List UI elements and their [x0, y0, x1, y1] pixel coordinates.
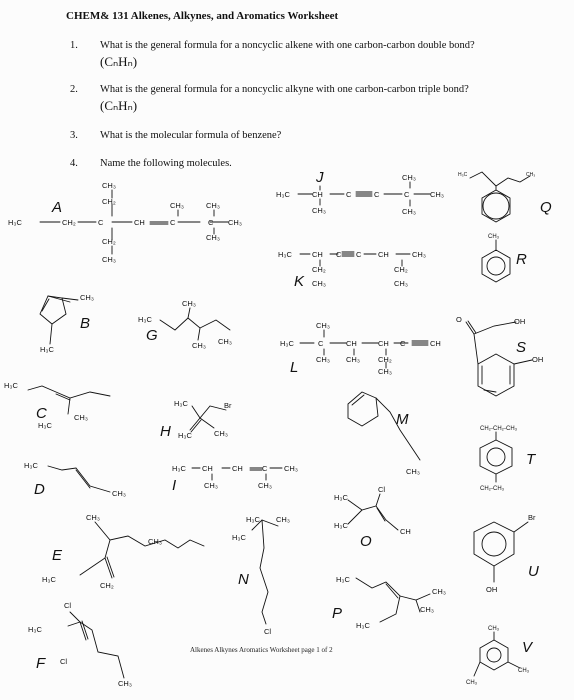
mol-b-ch3: CH₃: [80, 293, 94, 302]
mol-a-alkene-c: C: [170, 218, 176, 227]
mol-v-ch3-top: CH₃: [488, 626, 500, 632]
mol-e-ch3-top: CH₃: [86, 513, 100, 522]
mol-j-ch3-end: CH₃: [430, 190, 444, 199]
mol-s-o: O: [456, 315, 462, 324]
mol-g-ch3-bottom: CH₃: [192, 341, 206, 350]
mol-v-ch3-left: CH₃: [466, 680, 478, 686]
mol-f-cl-bottom: Cl: [60, 657, 68, 666]
mol-f-h3c: H₃C: [28, 625, 42, 634]
mol-l-ch3-lower-1: CH₃: [316, 355, 330, 364]
label-v: V: [522, 639, 533, 656]
question-4-text: Name the following molecules.: [100, 158, 232, 169]
mol-a-quaternary-c: C: [98, 218, 104, 227]
mol-k-c2: C: [356, 250, 362, 259]
mol-a-ch: CH: [134, 218, 145, 227]
mol-n-cl: Cl: [264, 627, 272, 636]
mol-j-ch3-bottom: CH₃: [402, 207, 416, 216]
mol-a-h3c: H₃C: [8, 218, 22, 227]
mol-j-c3: C: [404, 190, 410, 199]
mol-a-ch3-end: CH₃: [228, 218, 242, 227]
mol-k-ch3-end: CH₃: [412, 250, 426, 259]
mol-p-ch3-1: CH₃: [432, 587, 446, 596]
label-e: E: [52, 547, 63, 564]
mol-a-ch3-bottom: CH₃: [102, 255, 116, 264]
mol-l-c: C: [318, 339, 324, 348]
mol-g-ch3-top: CH₃: [182, 299, 196, 308]
question-4-number: 4.: [70, 158, 78, 169]
mol-a-ch2-upper: CH₂: [102, 197, 116, 206]
label-p: P: [332, 605, 343, 622]
mol-c-h3c-bottom: H₃C: [38, 421, 52, 430]
question-3-text: What is the molecular formula of benzene?: [100, 130, 282, 141]
label-m: M: [396, 411, 409, 428]
mol-a-c: C: [208, 218, 214, 227]
mol-l-ch2-lower: CH₂: [378, 355, 392, 364]
mol-e-h3c: H₃C: [42, 575, 56, 584]
mol-p-ch3-2: CH₃: [420, 605, 434, 614]
label-s: S: [516, 339, 527, 356]
mol-n-h3c-top: H₃C: [246, 515, 260, 524]
label-r: R: [516, 251, 527, 268]
mol-m-ch3: CH₃: [406, 467, 420, 476]
label-q: Q: [540, 199, 552, 216]
mol-j-h3c: H₃C: [276, 190, 290, 199]
mol-o-h3c-bottom: H₃C: [334, 521, 348, 530]
question-2-answer: (CₙHₙ): [100, 98, 138, 113]
mol-p-h3c-bottom: H₃C: [356, 621, 370, 630]
mol-q-h3c: H₃C: [458, 172, 468, 178]
mol-l-h3c: H₃C: [280, 339, 294, 348]
question-1-text: What is the general formula for a noncyclic alkene with one carbon-carbon double bond?: [100, 40, 475, 51]
mol-o-cl: Cl: [378, 485, 386, 494]
mol-k-ch3-right: CH₃: [394, 279, 408, 288]
mol-l-ch1: CH: [346, 339, 357, 348]
mol-p-h3c-top: H₃C: [336, 575, 350, 584]
label-t: T: [526, 451, 536, 468]
label-n: N: [238, 571, 249, 588]
mol-c-h3c-top: H₃C: [4, 381, 18, 390]
mol-i-ch3-lower-2: CH₃: [258, 481, 272, 490]
mol-k-ch3-left: CH₃: [312, 279, 326, 288]
mol-r-ch3: CH₃: [488, 234, 500, 240]
mol-h-ch3: CH₃: [214, 429, 228, 438]
mol-l-ch-terminal: CH: [430, 339, 441, 348]
question-1-answer: (CₙHₙ): [100, 54, 138, 69]
mol-q-ch3: CH₃: [526, 172, 536, 178]
mol-o-h3c-top: H₃C: [334, 493, 348, 502]
mol-u-br: Br: [528, 513, 536, 522]
mol-a-ch3-upper-2: CH₃: [170, 201, 184, 210]
mol-a-ch3-upper-3: CH₃: [206, 201, 220, 210]
worksheet-title: CHEM& 131 Alkenes, Alkynes, and Aromatics Worksheet: [66, 10, 339, 22]
mol-e-ch2: CH₂: [100, 581, 114, 590]
mol-h-h3c-top: H₃C: [174, 399, 188, 408]
mol-i-ch2: CH: [232, 464, 243, 473]
mol-k-h3c: H₃C: [278, 250, 292, 259]
mol-j-ch3-lower: CH₃: [312, 206, 326, 215]
mol-k-c1: C: [336, 250, 342, 259]
mol-e-ch3-mid: CH₃: [148, 537, 162, 546]
mol-g-ch3-end: CH₃: [218, 337, 232, 346]
mol-i-ch3-end: CH₃: [284, 464, 298, 473]
mol-l-ch3-lower-2: CH₃: [346, 355, 360, 364]
question-2-number: 2.: [70, 84, 78, 95]
label-u: U: [528, 563, 539, 580]
mol-j-ch3-top: CH₃: [402, 173, 416, 182]
label-a: A: [52, 199, 63, 216]
label-h: H: [160, 423, 171, 440]
label-i: I: [172, 477, 177, 494]
mol-i-c: C: [262, 464, 268, 473]
mol-d-h3c: H₃C: [24, 461, 38, 470]
mol-l-c-triple: C: [400, 339, 406, 348]
label-l: L: [290, 359, 299, 376]
mol-k-ch2: CH: [378, 250, 389, 259]
mol-i-ch3-lower-1: CH₃: [204, 481, 218, 490]
mol-i-ch1: CH: [202, 464, 213, 473]
mol-n-ch3: CH₃: [276, 515, 290, 524]
mol-b-h3c: H₃C: [40, 345, 54, 354]
question-3-number: 3.: [70, 130, 78, 141]
label-b: B: [80, 315, 91, 332]
mol-v-ch3-right: CH₃: [518, 668, 530, 674]
mol-k-ch2-left: CH₂: [312, 265, 326, 274]
mol-a-ch2-chain: CH₂: [62, 218, 76, 227]
mol-t-propyl: CH₂-CH₂-CH₃: [480, 426, 518, 432]
mol-a-ch2-lower: CH₂: [102, 237, 116, 246]
label-f: F: [36, 655, 46, 672]
mol-d-ch3: CH₃: [112, 489, 126, 498]
mol-f-ch3: CH₃: [118, 679, 132, 688]
label-o: O: [360, 533, 372, 550]
mol-f-cl-top: Cl: [64, 601, 72, 610]
mol-u-oh: OH: [486, 585, 498, 594]
mol-i-h3c: H₃C: [172, 464, 186, 473]
mol-t-ethyl: CH₂-CH₃: [480, 486, 505, 492]
mol-o-ch: CH: [400, 527, 411, 536]
mol-a-ch3-lower-3: CH₃: [206, 233, 220, 242]
mol-h-h3c-bottom: H₃C: [178, 431, 192, 440]
mol-s-oh-1: OH: [514, 317, 526, 326]
label-g: G: [146, 327, 158, 344]
mol-k-ch2-right: CH₂: [394, 265, 408, 274]
mol-l-ch3-top: CH₃: [316, 321, 330, 330]
label-j: J: [316, 169, 324, 186]
label-k: K: [294, 273, 305, 290]
mol-g-h3c: H₃C: [138, 315, 152, 324]
question-2-text: What is the general formula for a noncyclic alkyne with one carbon-carbon triple bond?: [100, 84, 469, 95]
label-c: C: [36, 405, 47, 422]
page-footer: Alkenes Alkynes Aromatics Worksheet page 1 of 2: [190, 646, 333, 654]
mol-c-ch3: CH₃: [74, 413, 88, 422]
mol-s-oh-2: OH: [532, 355, 544, 364]
mol-j-c2: C: [374, 190, 380, 199]
mol-j-c1: C: [346, 190, 352, 199]
label-d: D: [34, 481, 45, 498]
mol-l-ch3-bottom: CH₃: [378, 367, 392, 376]
mol-k-ch1: CH: [312, 250, 323, 259]
mol-j-ch: CH: [312, 190, 323, 199]
mol-l-ch2: CH: [378, 339, 389, 348]
mol-n-h3c-side: H₃C: [232, 533, 246, 542]
mol-a-ch3-top: CH₃: [102, 181, 116, 190]
question-1-number: 1.: [70, 40, 78, 51]
mol-h-br: Br: [224, 401, 232, 410]
